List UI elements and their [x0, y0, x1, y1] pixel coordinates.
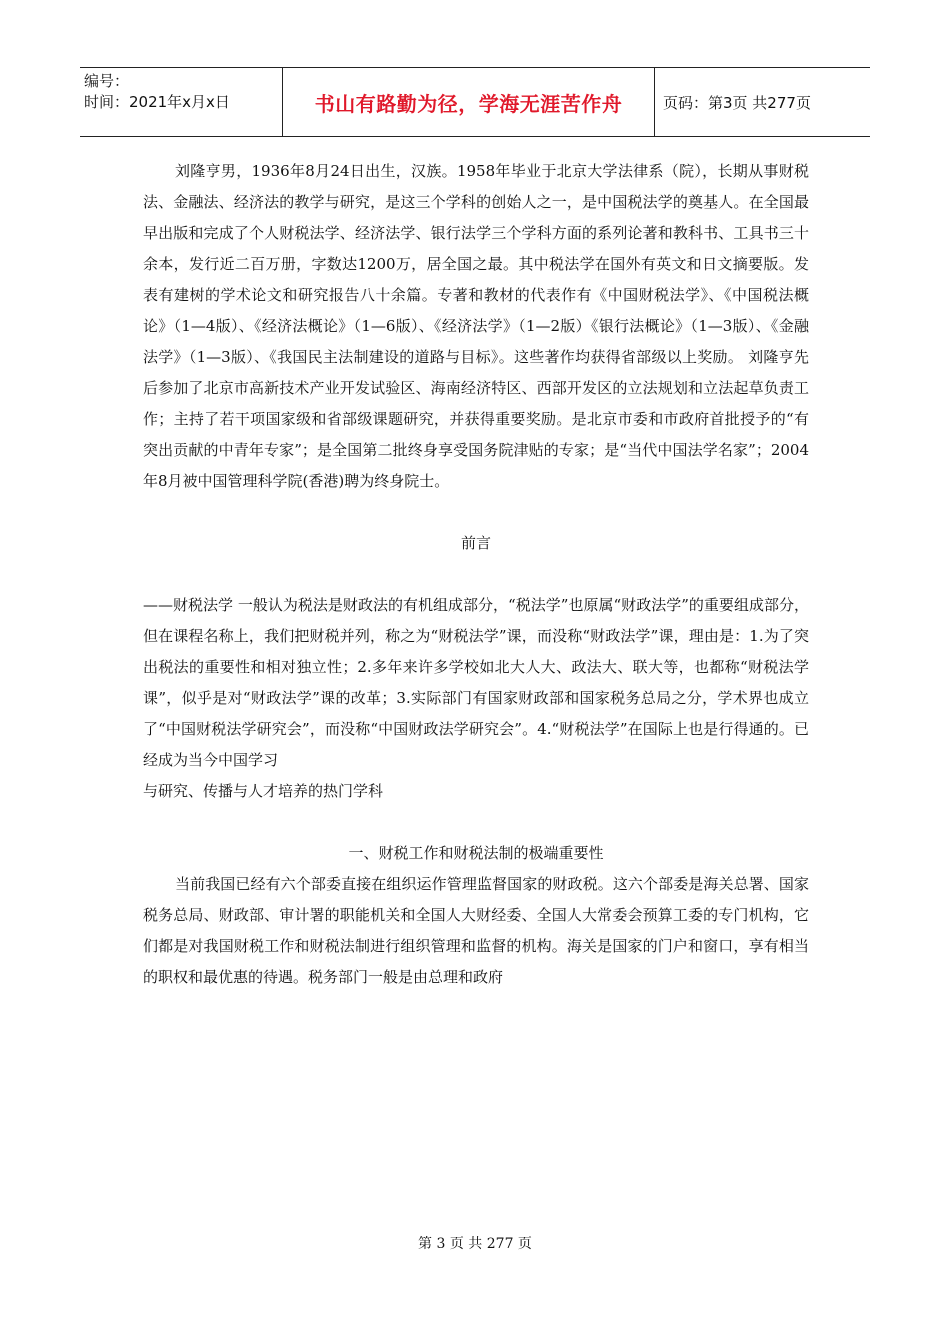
page-header — [80, 67, 870, 137]
document-date-label: 时间：2021年x月x日 — [84, 93, 230, 111]
document-body — [143, 156, 809, 993]
section1-paragraph: 当前我国已经有六个部委直接在组织运作管理监督国家的财政税。这六个部委是海关总署、国家税务总局、财政部、审计署的职能机关和全国人大财经委、全国人大常委会预算工委的专门机构，它们都是对我国财税工作和财税法制进行组织管理和监督的机构。海关是国家的门户和窗口，享有相当的职权和最优惠的待遇。税务部门一般是由总理和政府 — [143, 875, 809, 986]
bio-paragraph: 刘隆亨男，1936年8月24日出生，汉族。1958年毕业于北京大学法律系（院），长期从事财税法、金融法、经济法的教学与研究，是这三个学科的创始人之一，是中国税法学的奠基人。在全国最早出版和完成了个人财税法学、经济法学、银行法学三个学科方面的系列论著和教科书、工具书三十余本，发行近二百万册，字数达1200万，居全国之最。其中税法学在国外有英文和日文摘要版。发表有建树的学术论文和研究报告八十余篇。专著和教材的代表作有《中国财税法学》、《中国税法概论》（1—4版）、《经济法概论》（1—6版）、《经济法学》（1—2版）《银行法概论》（1—3版）、《金融法学》（1—3版）、《我国民主法制建设的道路与目标》。这些著作均获得省部级以上奖励。 刘隆亨先后参加了北京市高新技术产业开发试验区、海南经济特区、西部开发区的立法规划和立法起草负责工作；主持了若干项国家级和省部级课题研究，并获得重要奖励。是北京市委和市政府首批授予的“有突出贡献的中青年专家”；是全国第二批终身享受国务院津贴的专家；是“当代中国法学名家”；2004年8月被中国管理科学院(香港)聘为终身院士。 — [143, 162, 809, 490]
document-number-label: 编号： — [84, 72, 130, 90]
header-motto: 书山有路勤为径，学海无涯苦作舟 — [283, 68, 655, 136]
page-footer: 第 3 页 共 277 页 — [418, 1236, 532, 1252]
preface-paragraph: ——财税法学 一般认为税法是财政法的有机组成部分，“税法学”也原属“财政法学”的重要组成部分，但在课程名称上，我们把财税并列，称之为“财税法学”课，而没称“财政法学”课，理由是：1.为了突出税法的重要性和相对独立性；2.多年来许多学校如北大人大、政法大、联大等，也都称“财税法学课”，似乎是对“财政法学”课的改革；3.实际部门有国家财政部和国家税务总局之分，学术界也成立了“中国财税法学研究会”，而没称“中国财政法学研究会”。4.“财税法学”在国际上也是行得通的。已经成为当今中国学习 — [143, 596, 809, 769]
preface-tail: 与研究、传播与人才培养的热门学科 — [143, 782, 384, 800]
preface-title: 前言 — [460, 534, 491, 552]
header-meta — [80, 68, 283, 136]
header-page-info: 页码：第3页 共277页 — [663, 93, 811, 112]
section1-title: 一、财税工作和财税法制的极端重要性 — [348, 844, 604, 862]
